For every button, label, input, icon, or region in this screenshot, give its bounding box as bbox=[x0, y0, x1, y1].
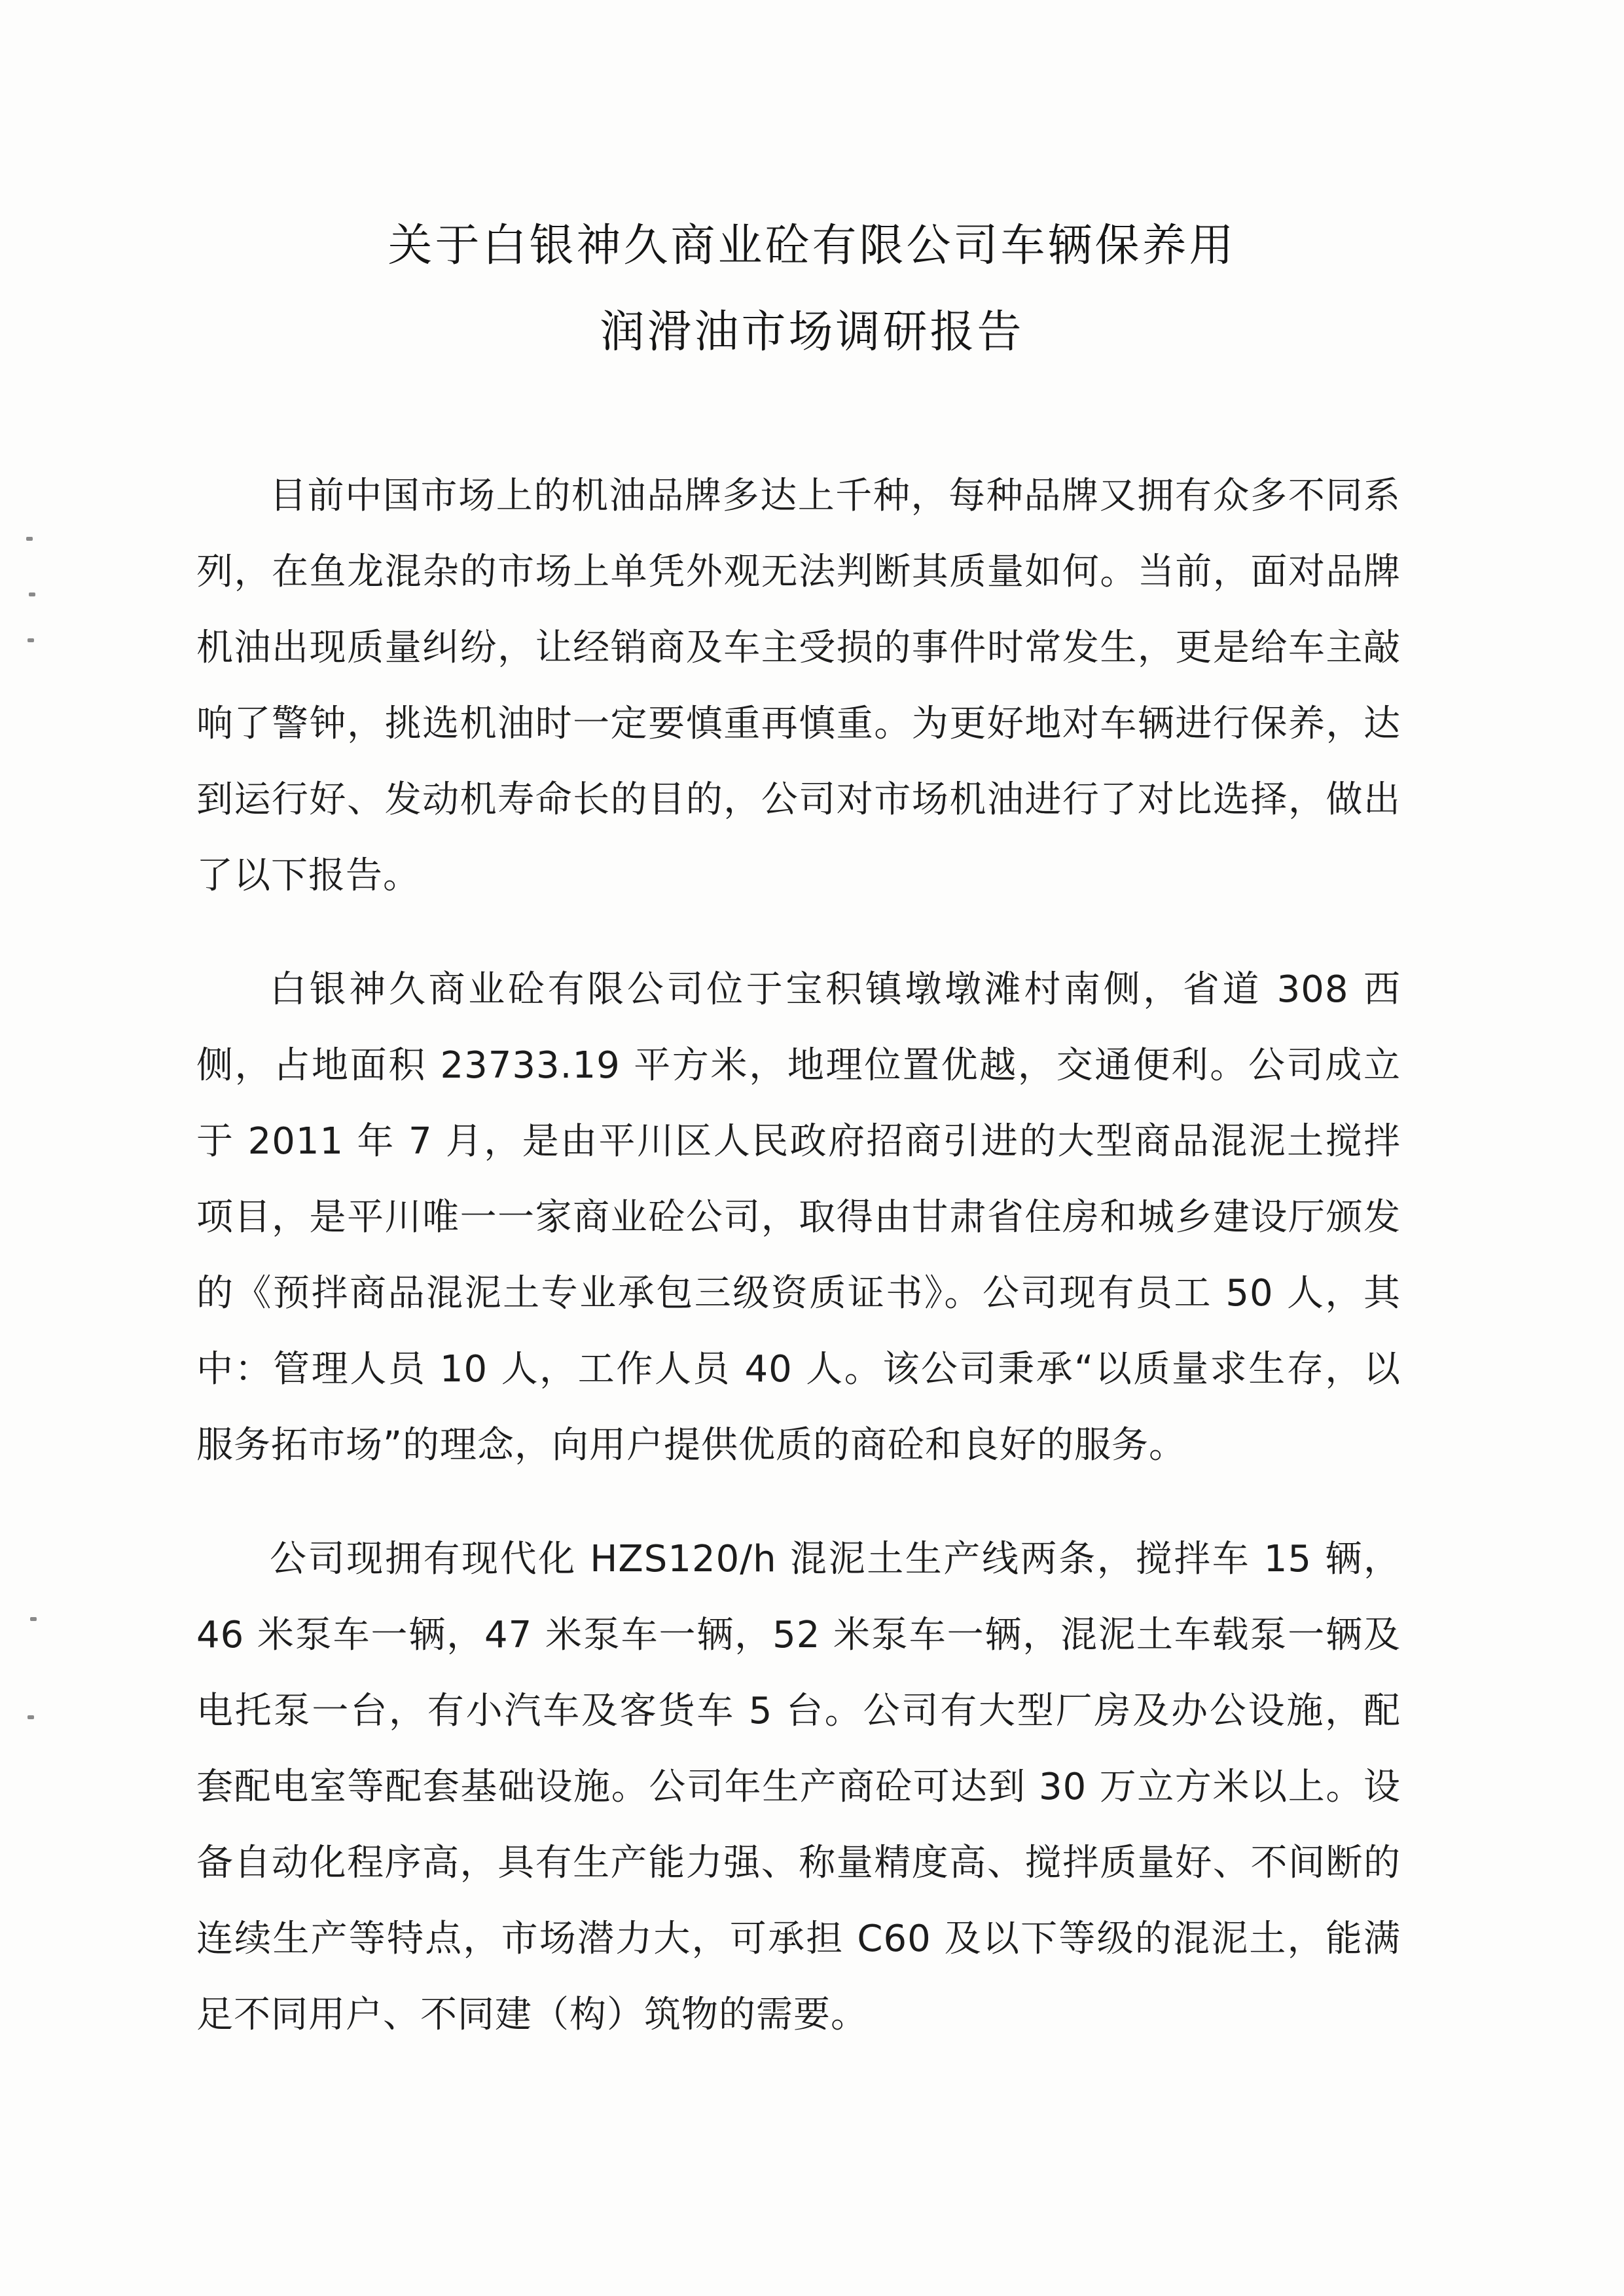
scan-speck bbox=[30, 1617, 37, 1621]
scan-speck bbox=[27, 638, 34, 642]
title-line-1: 关于白银神久商业砼有限公司车辆保养用 bbox=[388, 220, 1236, 272]
scan-speck bbox=[26, 537, 33, 541]
paragraph-company-profile: 白银神久商业砼有限公司位于宝积镇墩墩滩村南侧，省道 308 西侧，占地面积 23733.19 平方米，地理位置优越，交通便利。公司成立于 2011 年 7 月，是由平川区人民政府招商引进的大型商品混泥土搅拌项目，是平川唯一一家商业砼公司，取得由甘肃省住房和城乡建设厅颁发的《预拌商品混泥土专业承包三级资质证书》。公司现有员工 50 人，其中：管理人员 10 人，工作人员 40 人。该公司秉承“以质量求生存，以服务拓市场”的理念，向用户提供优质的商砼和良好的服务。 bbox=[196, 968, 1401, 1467]
scan-speck bbox=[27, 1715, 34, 1719]
scan-speck bbox=[29, 592, 35, 596]
document-body bbox=[196, 458, 1401, 2091]
document-title bbox=[0, 203, 1624, 376]
paragraph-equipment: 公司现拥有现代化 HZS120/h 混泥土生产线两条，搅拌车 15 辆，46 米泵车一辆，47 米泵车一辆，52 米泵车一辆，混泥土车载泵一辆及电托泵一台，有小汽车及客货车 5 台。公司有大型厂房及办公设施，配套配电室等配套基础设施。公司年生产商砼可达到 30 万立方米以上。设备自动化程序高，具有生产能力强、称量精度高、搅拌质量好、不间断的连续生产等特点，市场潜力大，可承担 C60 及以下等级的混泥土，能满足不同用户、不同建（构）筑物的需要。 bbox=[196, 1538, 1401, 2036]
title-line-2: 润滑油市场调研报告 bbox=[600, 306, 1024, 358]
paragraph-intro: 目前中国市场上的机油品牌多达上千种，每种品牌又拥有众多不同系列，在鱼龙混杂的市场上单凭外观无法判断其质量如何。当前，面对品牌机油出现质量纠纷，让经销商及车主受损的事件时常发生，更是给车主敲响了警钟，挑选机油时一定要慎重再慎重。为更好地对车辆进行保养，达到运行好、发动机寿命长的目的，公司对市场机油进行了对比选择，做出了以下报告。 bbox=[196, 475, 1401, 897]
